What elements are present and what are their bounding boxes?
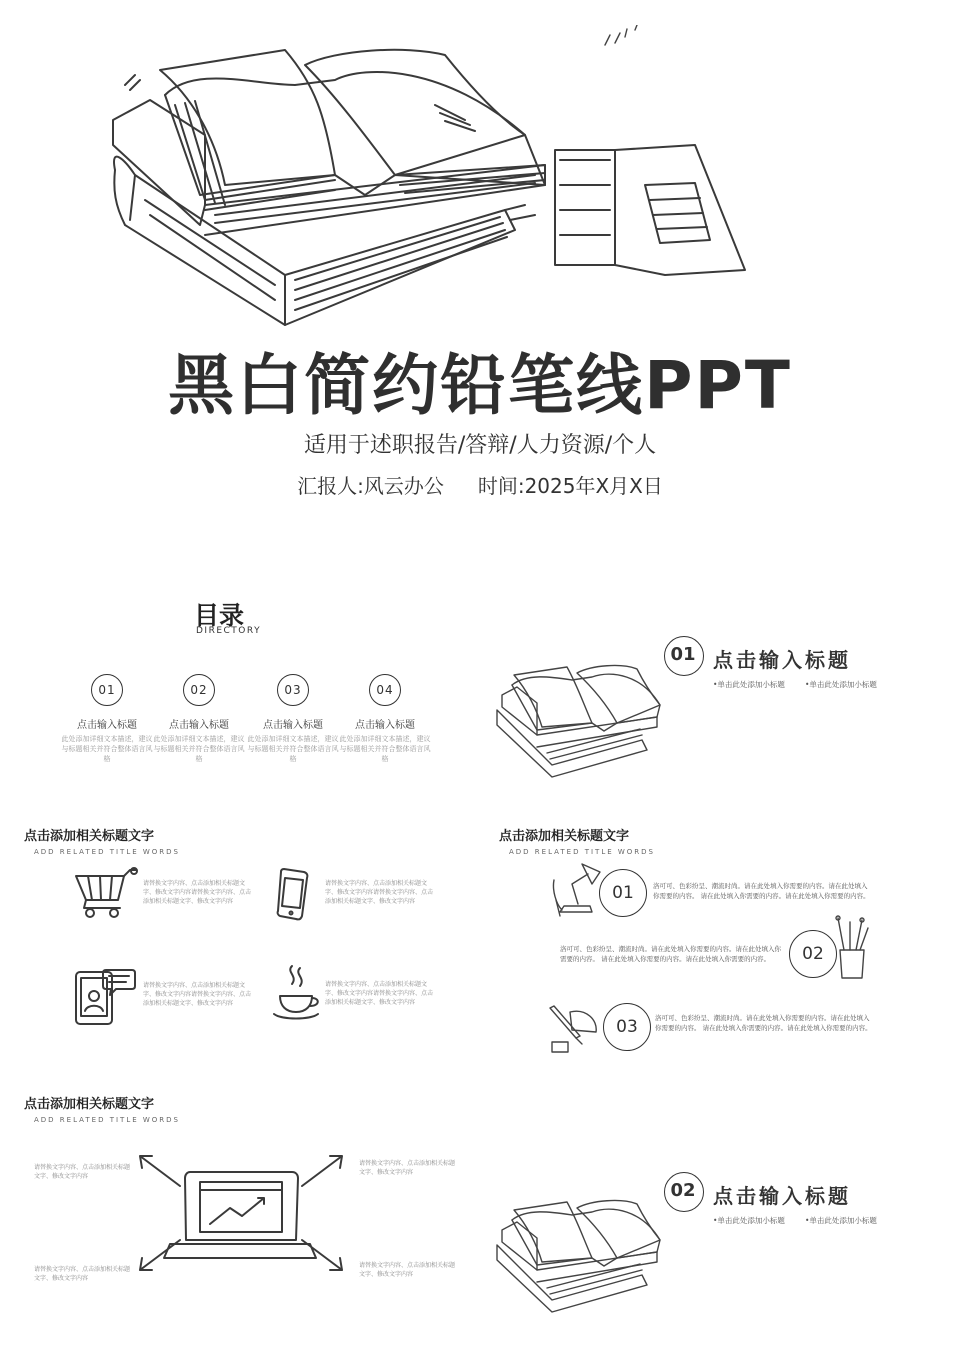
slide-heading-en: ADD RELATED TITLE WORDS <box>34 848 180 856</box>
laptop-chart-icon <box>130 1148 350 1278</box>
reporter-text: 汇报人:风云办公 <box>297 474 444 498</box>
stationery-icon <box>546 1002 602 1054</box>
cover-info <box>0 470 960 499</box>
laptop-text: 请替换文字内容、点击添加相关标题文字、修改文字内容 <box>359 1160 456 1176</box>
pencil-cup-icon <box>832 914 872 982</box>
icon-block-text: 请替换文字内容、点击添加相关标题文字、修改文字内容请替换文字内容、点击添加相关标题文字、修改文字内容 <box>325 880 434 905</box>
step-text: 洛可可、色彩纷呈、潮流时尚。请在此处填入你需要的内容。请在此处填入你需要的内容。 请在此处填入你需要的内容。请在此处填入你需要的内容。 <box>655 1014 872 1032</box>
cover-subtitle: 适用于述职报告/答辩/人力资源/个人 <box>303 433 657 458</box>
icon-block-text: 请替换文字内容、点击添加相关标题文字、修改文字内容请替换文字内容、点击添加相关标题文字、修改文字内容 <box>325 981 434 1006</box>
directory-title: 目录 <box>194 601 245 630</box>
desk-lamp-icon <box>552 860 604 920</box>
directory-item-head: 点击输入标题 <box>169 720 229 731</box>
slide-heading: 点击添加相关标题文字 <box>24 1097 155 1112</box>
directory-item-text: 此处添加详细文本描述，建议与标题相关并符合整体语言风格 <box>247 735 339 763</box>
slide-heading: 点击添加相关标题文字 <box>24 829 155 844</box>
books-sketch-icon <box>492 655 672 780</box>
directory-item-text: 此处添加详细文本描述，建议与标题相关并符合整体语言风格 <box>61 735 153 763</box>
phone-icon <box>276 866 310 922</box>
section-number: 02 <box>670 1180 696 1201</box>
directory-number: 02 <box>183 674 215 706</box>
laptop-text: 请替换文字内容、点击添加相关标题文字、修改文字内容 <box>34 1266 131 1282</box>
shopping-cart-icon <box>74 866 138 918</box>
icon-block-text: 请替换文字内容、点击添加相关标题文字、修改文字内容请替换文字内容、点击添加相关标题文字、修改文字内容 <box>143 880 252 905</box>
section-number: 01 <box>670 644 696 665</box>
directory-number: 03 <box>277 674 309 706</box>
directory-item[interactable] <box>245 674 341 764</box>
slide-heading-en: ADD RELATED TITLE WORDS <box>34 1116 180 1124</box>
step-text: 洛可可、色彩纷呈、潮流时尚。请在此处填入你需要的内容。请在此处填入你需要的内容。 请在此处填入你需要的内容。请在此处填入你需要的内容。 <box>560 945 781 963</box>
time-text: 时间:2025年X月X日 <box>477 474 663 498</box>
step-number: 03 <box>603 1003 651 1051</box>
laptop-text: 请替换文字内容、点击添加相关标题文字、修改文字内容 <box>34 1164 131 1180</box>
section-bullet: •单击此处添加小标题 <box>804 1216 877 1225</box>
section-bullet: •单击此处添加小标题 <box>713 1216 785 1225</box>
directory-number: 01 <box>91 674 123 706</box>
directory-item[interactable] <box>59 674 155 764</box>
laptop-text: 请替换文字内容、点击添加相关标题文字、修改文字内容 <box>359 1262 456 1278</box>
directory-item[interactable] <box>151 674 247 764</box>
directory-item-head: 点击输入标题 <box>263 720 323 731</box>
step-number: 02 <box>789 930 837 978</box>
slide-heading-en: ADD RELATED TITLE WORDS <box>509 848 655 856</box>
cover-title: 黑白简约铅笔线PPT <box>168 347 792 424</box>
section-bullet: •单击此处添加小标题 <box>713 680 785 689</box>
slide-heading: 点击添加相关标题文字 <box>499 829 630 844</box>
section-bullet: •单击此处添加小标题 <box>804 680 877 689</box>
coffee-cup-icon <box>272 962 322 1024</box>
icon-block-text: 请替换文字内容、点击添加相关标题文字、修改文字内容请替换文字内容、点击添加相关标题文字、修改文字内容 <box>143 982 252 1007</box>
section-bullets <box>713 679 877 690</box>
directory-number: 04 <box>369 674 401 706</box>
directory-item-head: 点击输入标题 <box>77 720 137 731</box>
books-sketch-icon <box>105 25 765 340</box>
section-title: 点击输入标题 <box>713 1184 851 1208</box>
books-sketch-icon <box>492 1190 672 1315</box>
directory-item-text: 此处添加详细文本描述，建议与标题相关并符合整体语言风格 <box>153 735 245 763</box>
directory-item-head: 点击输入标题 <box>355 720 415 731</box>
section-title: 点击输入标题 <box>713 648 851 672</box>
tablet-chat-icon <box>74 966 136 1026</box>
step-number: 01 <box>599 869 647 917</box>
directory-title-en: DIRECTORY <box>196 626 262 636</box>
section-bullets <box>713 1215 877 1226</box>
directory-item[interactable] <box>337 674 433 764</box>
step-text: 洛可可、色彩纷呈、潮流时尚。请在此处填入你需要的内容。请在此处填入你需要的内容。 请在此处填入你需要的内容。请在此处填入你需要的内容。 <box>653 882 870 900</box>
directory-item-text: 此处添加详细文本描述，建议与标题相关并符合整体语言风格 <box>339 735 431 763</box>
